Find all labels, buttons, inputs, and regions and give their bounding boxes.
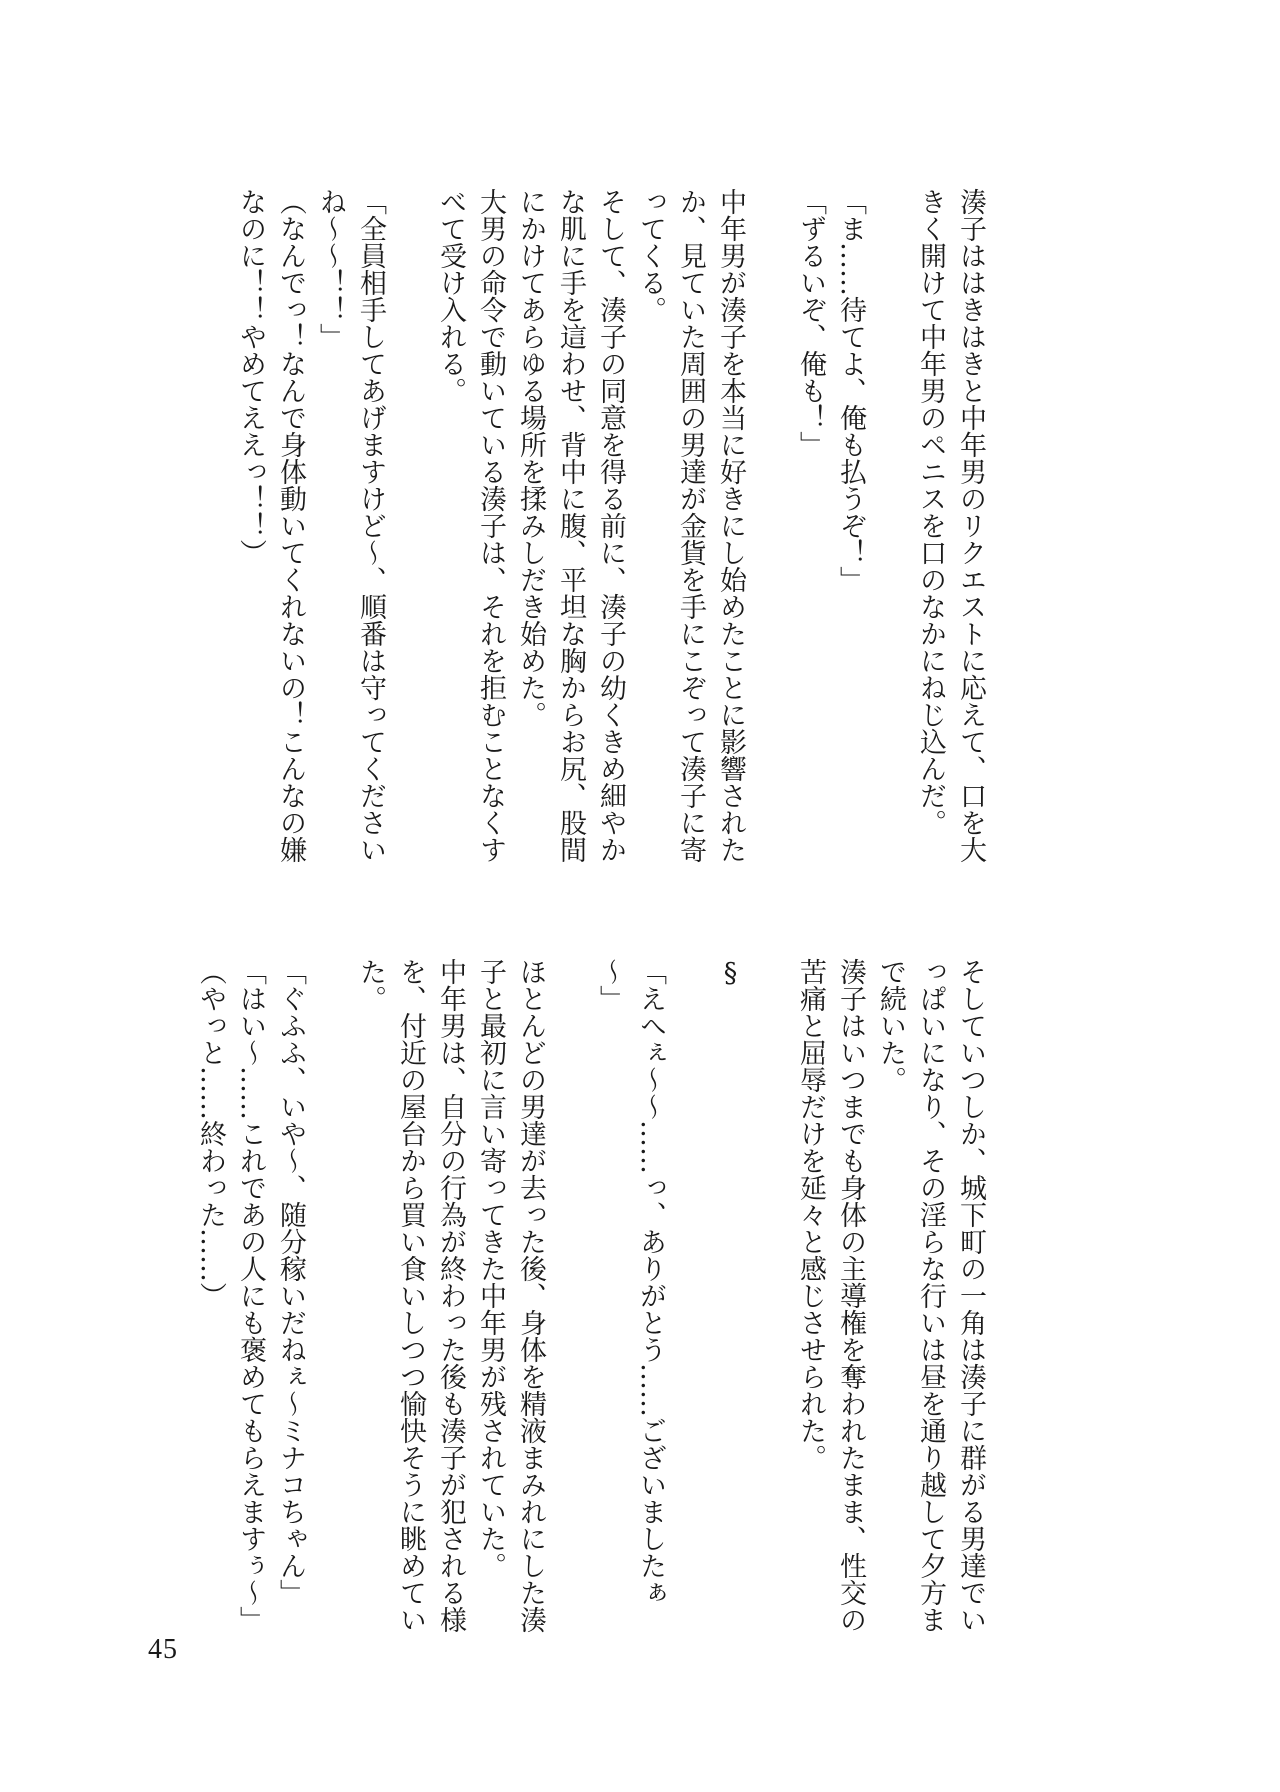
paragraph: 湊子はいつまでも身体の主導権を奪われたまま、性交の苦痛と屈辱だけを延々と感じさせられた。 bbox=[795, 958, 866, 1633]
paragraph: 湊子ははきはきと中年男のリクエストに応えて、口を大きく開けて中年男のペニスを口のなかにねじ込んだ。 bbox=[915, 188, 986, 863]
lower-text-block bbox=[0, 958, 990, 1638]
dialogue-line: 「ぐふふ、いや～、随分稼いだねぇ～ミナコちゃん」 bbox=[275, 958, 306, 1606]
dialogue-line: 「ま……待てよ、俺も払うぞ！」 bbox=[835, 188, 866, 593]
page-number: 45 bbox=[148, 1634, 178, 1665]
thought-line: （やっと……終わった……） bbox=[195, 958, 226, 1309]
blank-line bbox=[670, 958, 710, 1638]
dialogue-line: 「ずるいぞ、俺も！」 bbox=[795, 188, 826, 458]
paragraph: ほとんどの男達が去った後、身体を精液まみれにした湊子と最初に言い寄ってきた中年男が残されていた。 bbox=[475, 958, 546, 1633]
paragraph: 大男の命令で動いている湊子は、それを拒むことなくすべて受け入れる。 bbox=[435, 188, 506, 863]
thought-line: （なんでっ！なんで身体動いてくれないの！こんなの嫌なのに！！やめてええっ！！） bbox=[235, 188, 306, 863]
section-mark: § bbox=[715, 958, 746, 989]
blank-line bbox=[310, 958, 350, 1638]
blank-line bbox=[750, 958, 790, 1638]
dialogue-line: 「はい～……これであの人にも褒めてもらえますぅ～」 bbox=[235, 958, 266, 1633]
blank-line bbox=[750, 188, 790, 868]
paragraph: 中年男は、自分の行為が終わった後も湊子が犯される様を、付近の屋台から買い食いしつつ愉快そうに眺めていた。 bbox=[355, 958, 466, 1633]
dialogue-line: 「えへぇ～～……っ、ありがとう……ございましたぁ～」 bbox=[595, 958, 666, 1606]
paragraph: 中年男が湊子を本当に好きにし始めたことに影響されたか、見ていた周囲の男達が金貨を手にこぞって湊子に寄ってくる。 bbox=[635, 188, 746, 863]
blank-line bbox=[870, 188, 910, 868]
blank-line bbox=[550, 958, 590, 1638]
upper-text-block bbox=[0, 188, 990, 868]
paragraph: そしていつしか、城下町の一角は湊子に群がる男達でいっぱいになり、その淫らな行いは昼を通り越して夕方まで続いた。 bbox=[875, 958, 986, 1633]
blank-line bbox=[390, 188, 430, 868]
paragraph: そして、湊子の同意を得る前に、湊子の幼くきめ細やかな肌に手を這わせ、背中に腹、平坦な胸からお尻、股間にかけてあらゆる場所を揉みしだき始めた。 bbox=[515, 188, 626, 863]
dialogue-line: 「全員相手してあげますけど～、順番は守ってくださいね～～！！」 bbox=[315, 188, 386, 863]
